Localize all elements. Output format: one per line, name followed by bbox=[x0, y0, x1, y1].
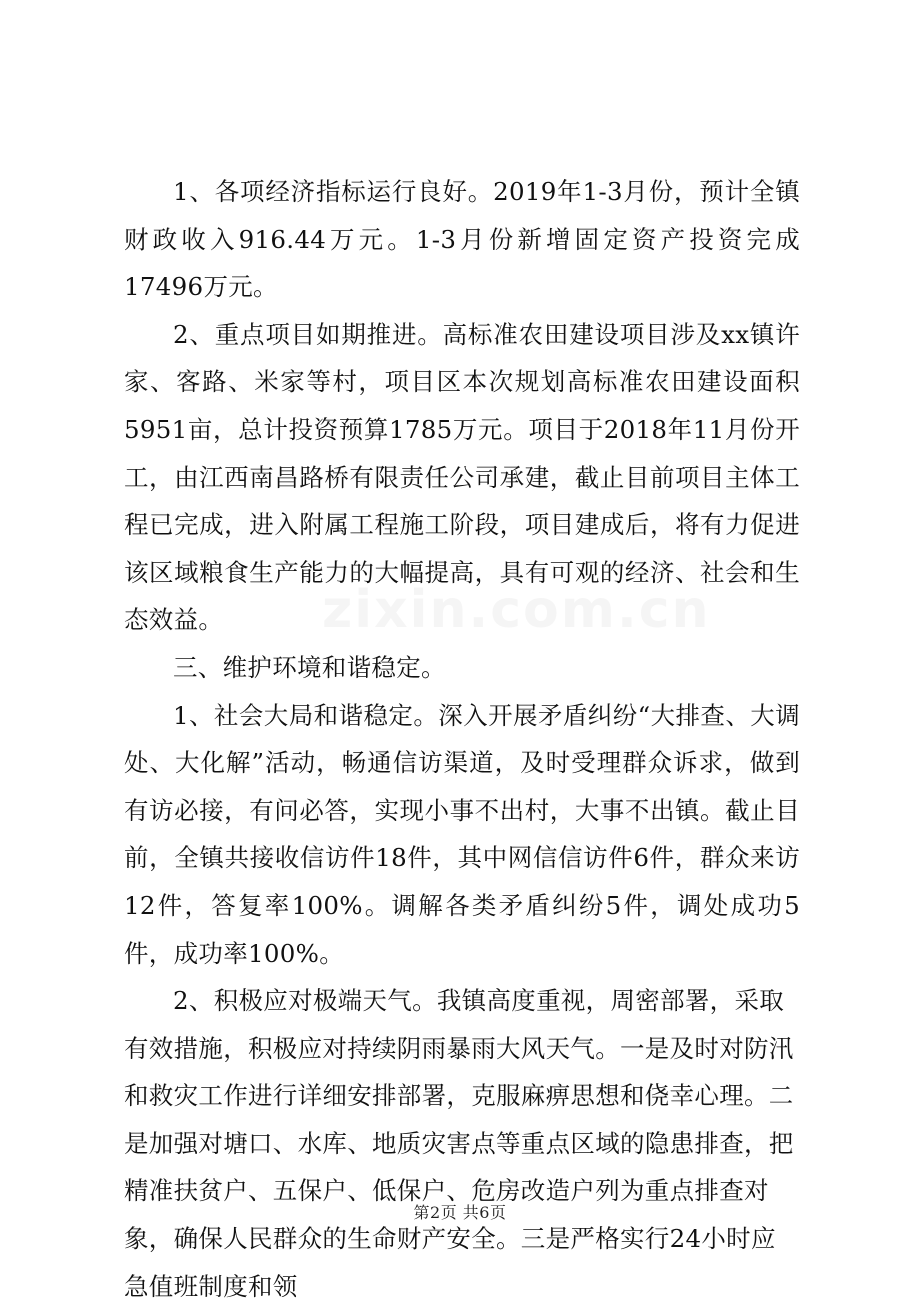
page-footer: 第2页 共6页 bbox=[413, 1203, 507, 1222]
paragraph-economic-indicators: 1、各项经济指标运行良好。2019年1-3月份，预计全镇财政收入916.44万元。1-3月份新增固定资产投资完成17496万元。 bbox=[124, 177, 800, 302]
paragraph-extreme-weather: 2、积极应对极端天气。我镇高度重视，周密部署，采取有效措施，积极应对持续阴雨暴雨大风天气。一是及时对防汛和救灾工作进行详细安排部署，克服麻痹思想和侥幸心理。二是加强对塘口、水库、地质灾害点等重点区域的隐患排查，把精准扶贫户、五保户、低保户、危房改造户列为重点排查对象，确保人民群众的生命财产安全。三是严格实行24小时应急值班制度和领 bbox=[124, 986, 794, 1301]
paragraph-social-stability: 1、社会大局和谐稳定。深入开展矛盾纠纷“大排查、大调处、大化解”活动，畅通信访渠道，及时受理群众诉求，做到有访必接，有问必答，实现小事不出村，大事不出镇。截止目前，全镇共接收信访件18件，其中网信信访件6件，群众来访12件，答复率100%。调解各类矛盾纠纷5件，调处成功5件，成功率100%。 bbox=[124, 700, 800, 968]
paragraph-key-projects: 2、重点项目如期推进。高标准农田建设项目涉及xx镇许家、客路、米家等村，项目区本次规划高标准农田建设面积5951亩，总计投资预算1785万元。项目于2018年11月份开工，由江西南昌路桥有限责任公司承建，截止目前项目主体工程已完成，进入附属工程施工阶段，项目建成后，将有力促进该区域粮食生产能力的大幅提高，具有可观的经济、社会和生态效益。 bbox=[124, 319, 800, 635]
document-body bbox=[124, 168, 800, 1310]
section-heading-stability: 三、维护环境和谐稳定。 bbox=[173, 652, 446, 682]
watermark: zixin.com.cn bbox=[322, 580, 711, 640]
